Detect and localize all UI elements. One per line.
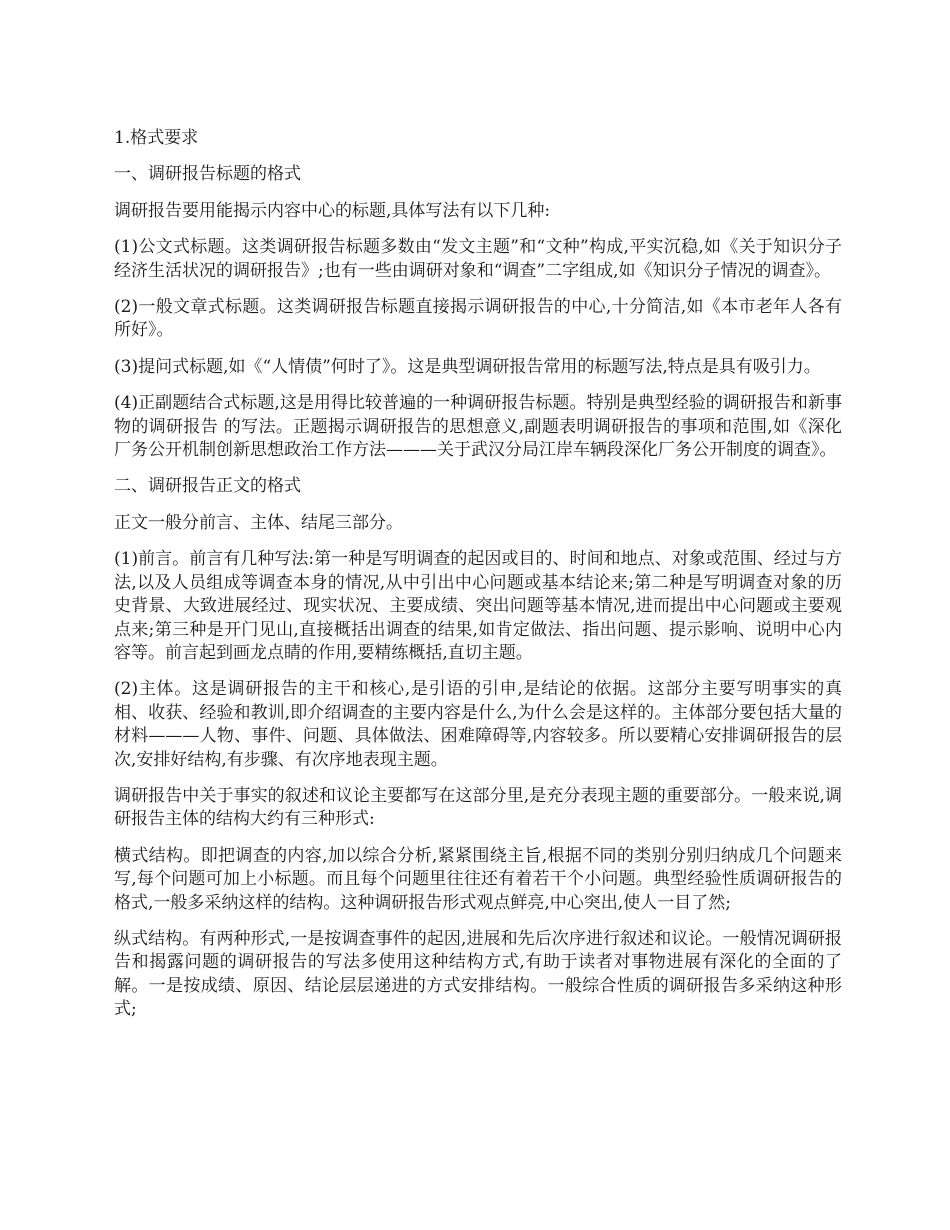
paragraph-question-title: (3)提问式标题,如《“人情债”何时了》。这是典型调研报告常用的标题写法,特点是具有吸引力。	[114, 356, 821, 377]
paragraph-title-intro: 调研报告要用能揭示内容中心的标题,具体写法有以下几种:	[114, 200, 551, 221]
paragraph-body-structure: 调研报告中关于事实的叙述和议论主要都写在这部分里,是充分表现主题的重要部分。一般来说,调研报告主体的结构大约有三种形式:	[114, 785, 842, 830]
paragraph-article-title: (2)一般文章式标题。这类调研报告标题直接揭示调研报告的中心,十分简洁,如《本市老年人各有所好》。	[114, 297, 842, 341]
section-heading-title-format: 一、调研报告标题的格式	[114, 164, 301, 185]
paragraph-vertical-structure: 纵式结构。有两种形式,一是按调查事件的起因,进展和先后次序进行叙述和议论。一般情况调研报告和揭露问题的调研报告的写法多使用这种结构方式,有助于读者对事物进展有深化的全面的了解。一是按成绩、原因、结论层层递进的方式安排结构。一般综合性质的调研报告多采纳这种形式;	[114, 928, 842, 1020]
paragraph-body-parts: 正文一般分前言、主体、结尾三部分。	[114, 512, 403, 533]
paragraph-preface: (1)前言。前言有几种写法:第一种是写明调查的起因或目的、时间和地点、对象或范围、经过与方法,以及人员组成等调查本身的情况,从中引出中心问题或基本结论来;第二种是写明调查对象的历史背景、大致进展经过、现实状况、主要成绩、突出问题等基本情况,进而提出中心问题或主要观点来;第三种是开门见山,直接概括出调查的结果,如肯定做法、指出问题、提示影响、说明中心内容等。前言起到画龙点睛的作用,要精练概括,直切主题。	[114, 549, 842, 663]
section-heading-body-format: 二、调研报告正文的格式	[114, 476, 301, 497]
paragraph-combined-title: (4)正副题结合式标题,这是用得比较普遍的一种调研报告标题。特别是典型经验的调研报告和新事物的调研报告 的写法。正题揭示调研报告的思想意义,副题表明调研报告的事项和范围,如《深化厂务公开机制创新思想政治工作方法———关于武汉分局江岸车辆段深化厂务公开制度的调查》。	[114, 393, 842, 461]
paragraph-official-title: (1)公文式标题。这类调研报告标题多数由“发文主题”和“文种”构成,平实沉稳,如《关于知识分子经济生活状况的调研报告》;也有一些由调研对象和“调查”二字组成,如《知识分子情况的调查》。	[114, 237, 842, 281]
paragraph-horizontal-structure: 横式结构。即把调查的内容,加以综合分析,紧紧围绕主旨,根据不同的类别分别归纳成几个问题来写,每个问题可加上小标题。而且每个问题里往往还有着若干个小问题。典型经验性质调研报告的格式,一般多采纳这样的结构。这种调研报告形式观点鲜亮,中心突出,使人一目了然;	[114, 845, 842, 913]
section-heading-format-requirements: 1.格式要求	[114, 128, 199, 148]
paragraph-main-body: (2)主体。这是调研报告的主干和核心,是引语的引申,是结论的依据。这部分主要写明事实的真相、收获、经验和教训,即介绍调查的主要内容是什么,为什么会是这样的。主体部分要包括大量的材料———人物、事件、问题、具体做法、困难障碍等,内容较多。所以要精心安排调研报告的层次,安排好结构,有步骤、有次序地表现主题。	[114, 679, 842, 770]
